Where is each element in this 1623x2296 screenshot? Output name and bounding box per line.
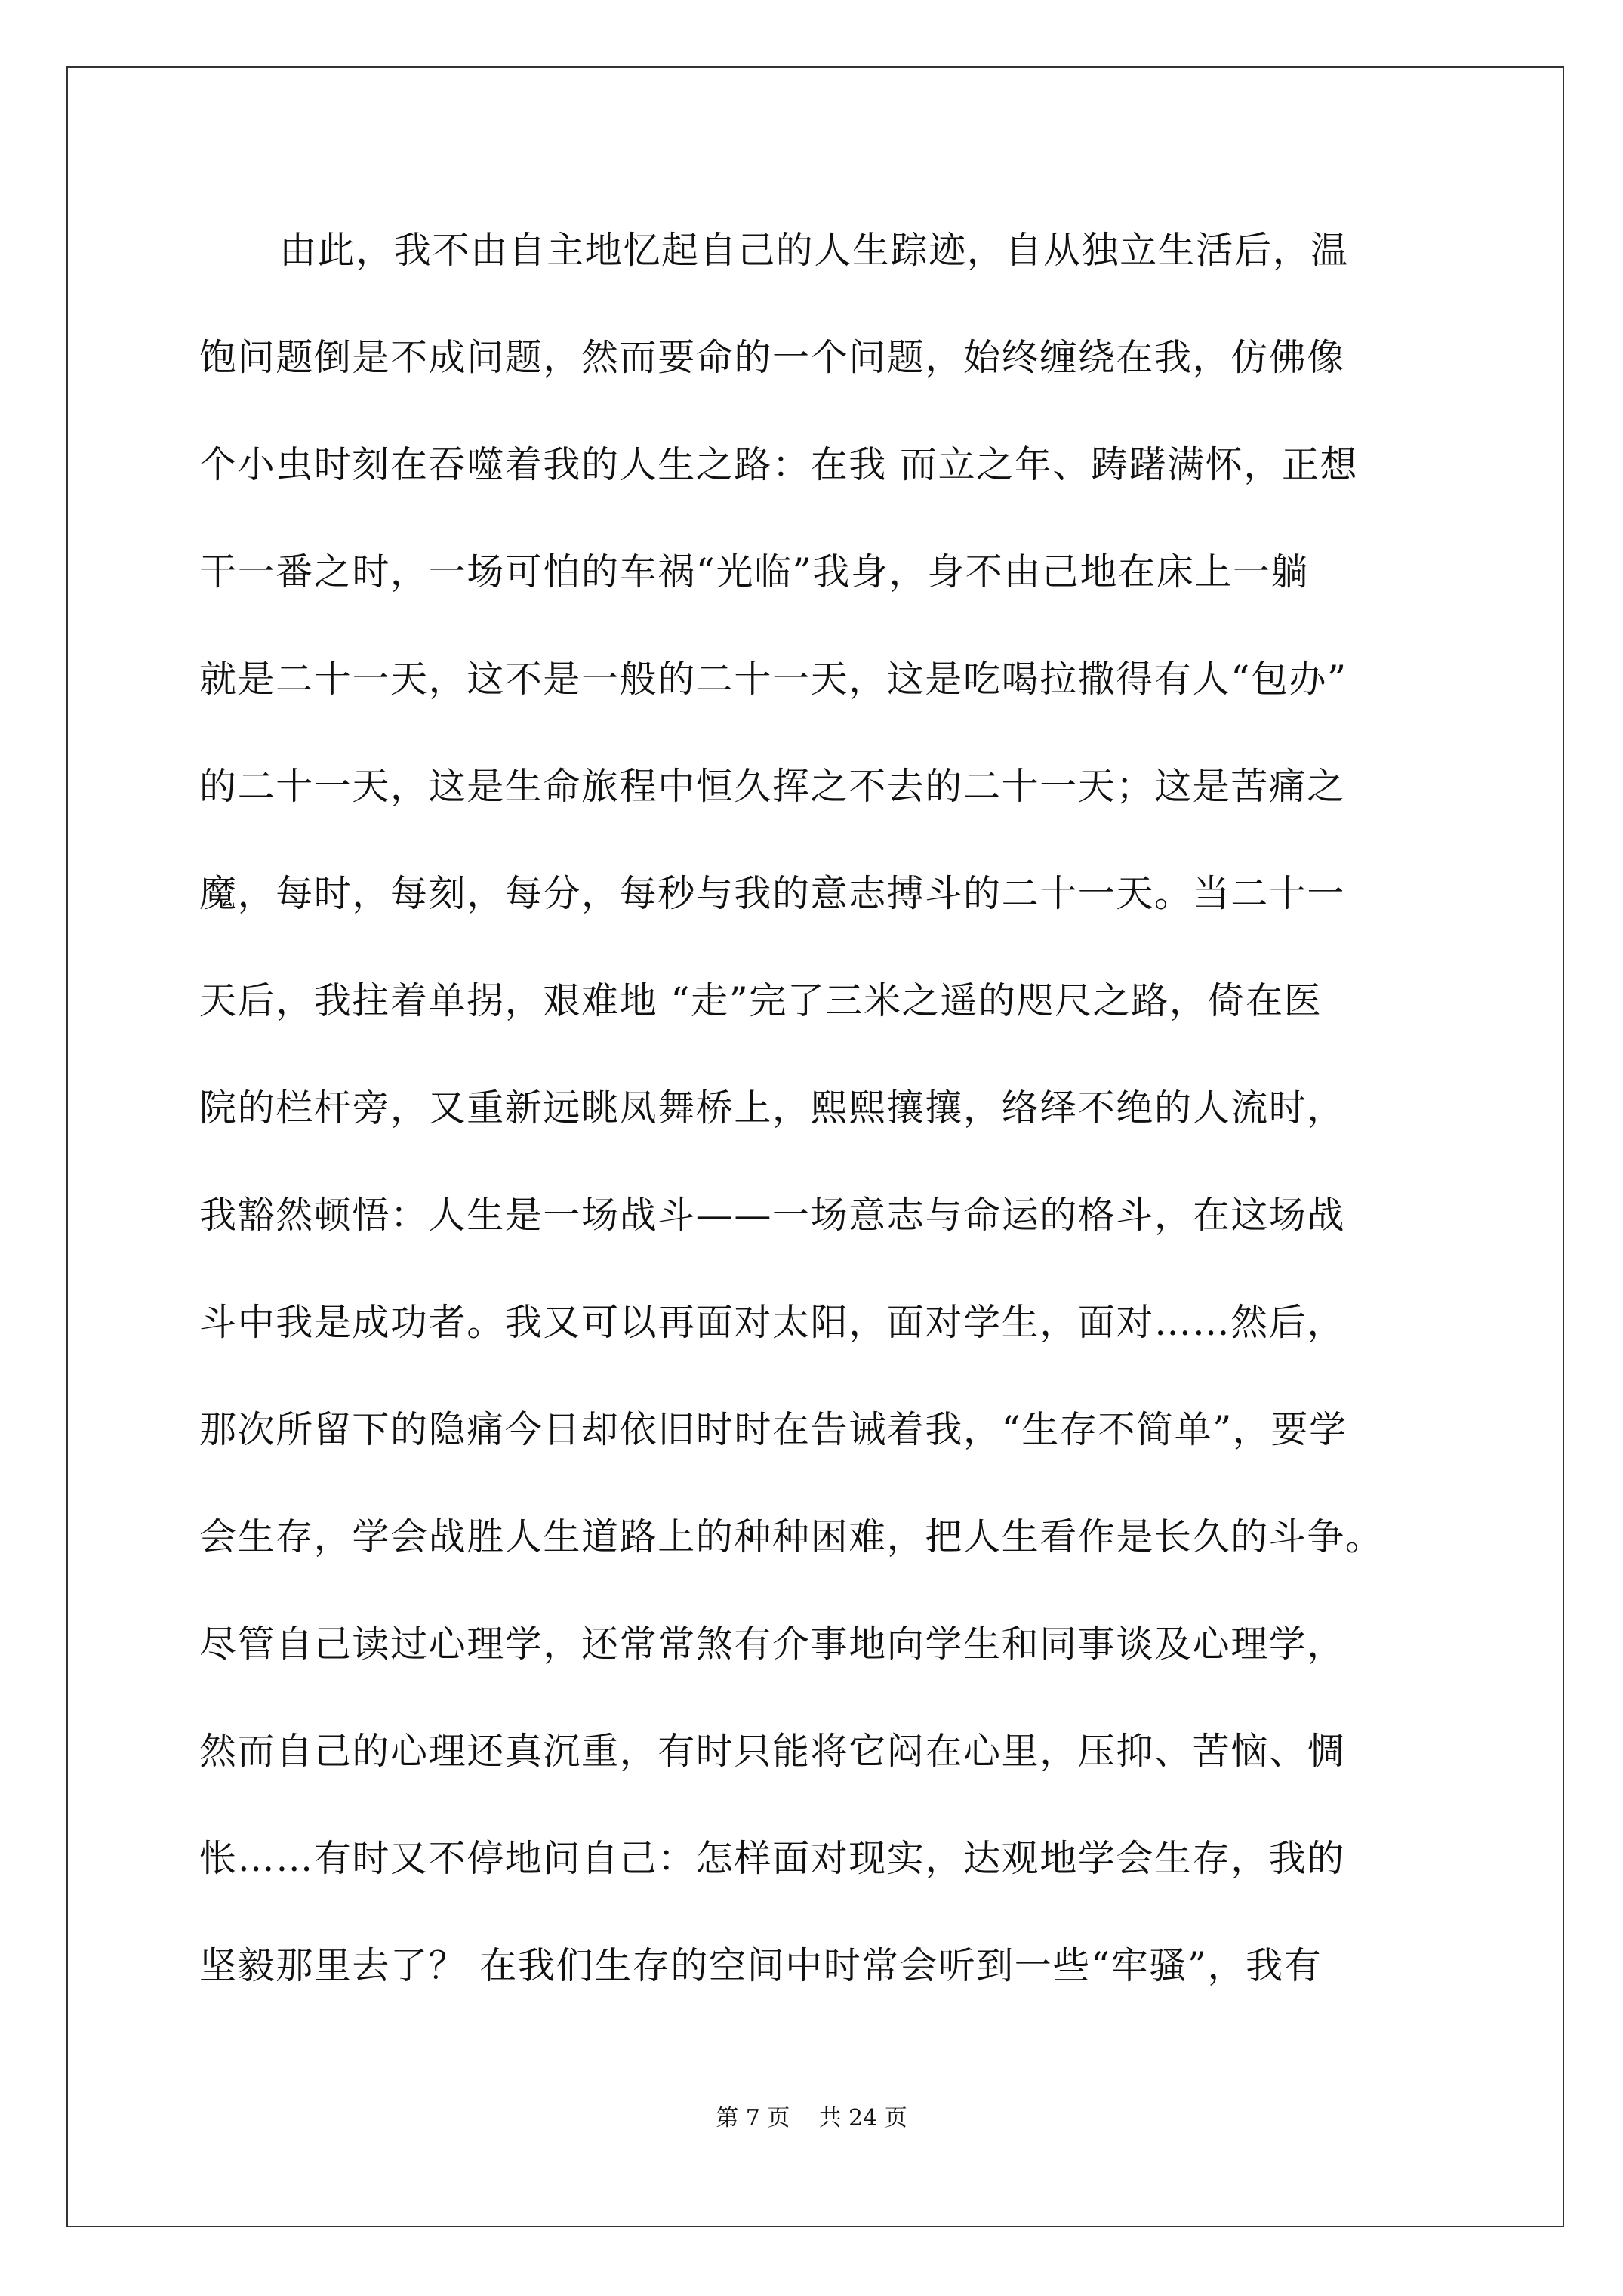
paragraph-line: 那次所留下的隐痛今日却依旧时时在告诫着我，“生存不简单”，要学 bbox=[199, 1408, 1347, 1451]
paragraph-line: 饱问题倒是不成问题，然而要命的一个问题，始终缠绕在我，仿佛像 bbox=[199, 336, 1346, 379]
paragraph-line: 就是二十一天，这不是一般的二十一天，这是吃喝拉撒得有人“包办” bbox=[199, 658, 1347, 701]
paragraph-line: 的二十一天，这是生命旅程中恒久挥之不去的二十一天；这是苦痛之 bbox=[199, 765, 1346, 808]
paragraph-line: 天后，我拄着单拐，艰难地 “走”完了三米之遥的咫尺之路，倚在医 bbox=[199, 979, 1323, 1022]
paragraph-line: 由此，我不由自主地忆起自己的人生踪迹，自从独立生活后，温 bbox=[279, 229, 1349, 272]
paragraph-line: 斗中我是成功者。我又可以再面对太阳，面对学生，面对……然后， bbox=[199, 1301, 1346, 1344]
paragraph-line: 怅……有时又不停地问自己：怎样面对现实，达观地学会生存，我的 bbox=[199, 1837, 1346, 1880]
paragraph-line: 个小虫时刻在吞噬着我的人生之路：在我 而立之年、踌躇满怀，正想 bbox=[199, 443, 1359, 486]
paragraph-line: 坚毅那里去了？ 在我们生存的空间中时常会听到一些“牢骚”，我有 bbox=[199, 1944, 1323, 1987]
paragraph-line: 然而自己的心理还真沉重，有时只能将它闷在心里，压抑、苦恼、惆 bbox=[199, 1730, 1346, 1773]
paragraph-line: 我豁然顿悟：人生是一场战斗——一场意志与命运的格斗，在这场战 bbox=[199, 1194, 1346, 1237]
document-body bbox=[199, 213, 1437, 2036]
paragraph-line: 魔，每时，每刻，每分，每秒与我的意志搏斗的二十一天。当二十一 bbox=[199, 872, 1346, 915]
paragraph-line: 尽管自己读过心理学，还常常煞有介事地向学生和同事谈及心理学， bbox=[199, 1623, 1346, 1666]
paragraph-line: 会生存，学会战胜人生道路上的种种困难，把人生看作是长久的斗争。 bbox=[199, 1515, 1384, 1558]
paragraph-line: 干一番之时，一场可怕的车祸“光临”我身，身不由己地在床上一躺 bbox=[199, 550, 1310, 593]
paragraph-line: 院的栏杆旁，又重新远眺凤舞桥上，熙熙攘攘，络绎不绝的人流时， bbox=[199, 1086, 1346, 1130]
page-number-footer: 第 7 页 共 24 页 bbox=[716, 2105, 907, 2131]
